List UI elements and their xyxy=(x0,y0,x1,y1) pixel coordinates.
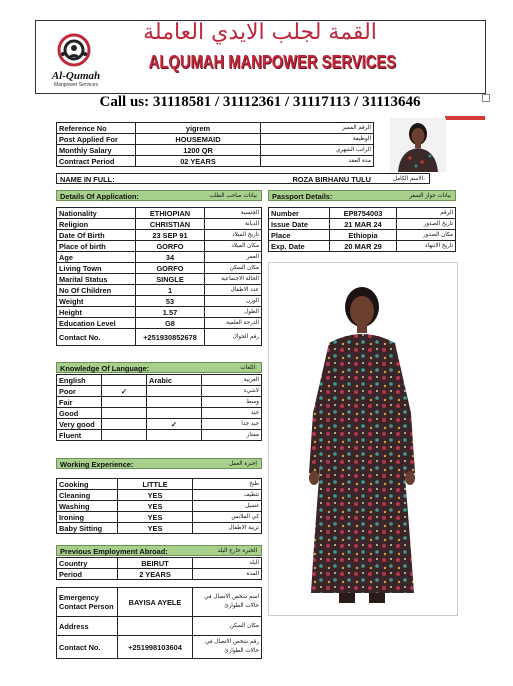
details-heading xyxy=(56,190,262,201)
cell-value: HOUSEMAID xyxy=(136,134,261,145)
details-heading-ar: بيانات صاحب الطلب xyxy=(209,193,257,199)
full-name-label: NAME IN FULL: xyxy=(60,175,115,184)
cell-label: Date Of Birth xyxy=(57,230,136,241)
cell-label: Nationality xyxy=(57,208,136,219)
cell-value: 2 YEARS xyxy=(118,569,193,580)
table-row xyxy=(57,408,262,419)
cell-label: Period xyxy=(57,569,118,580)
top-info-table xyxy=(56,122,374,167)
english-mark: ✓ xyxy=(102,386,147,397)
table-row xyxy=(57,296,262,307)
cell-label: Place of birth xyxy=(57,241,136,252)
cell-label-ar: الديانة xyxy=(205,219,262,230)
cell-value: 1200 QR xyxy=(136,145,261,156)
full-name-row xyxy=(56,173,430,184)
language-level: Very good xyxy=(57,419,102,430)
cell-label: Education Level xyxy=(57,318,136,329)
cell-label-ar: رقم الجوال xyxy=(205,329,262,346)
table-row xyxy=(57,219,262,230)
cell-value: YES xyxy=(118,523,193,534)
cell-label-ar: الطول xyxy=(205,307,262,318)
cell-label: Cooking xyxy=(57,479,118,490)
cell-label-ar: تاريخ الانتهاء xyxy=(397,241,456,252)
language-level-ar: جيد جدا xyxy=(202,419,262,430)
table-row xyxy=(57,419,262,430)
cell-label: Issue Date xyxy=(269,219,330,230)
table-row xyxy=(57,156,374,167)
cell-label: Post Applied For xyxy=(57,134,136,145)
table-row xyxy=(57,230,262,241)
cell-value: 20 MAR 29 xyxy=(330,241,397,252)
cell-value: +251930852678 xyxy=(136,329,205,346)
cell-value: YES xyxy=(118,512,193,523)
company-logo xyxy=(48,30,100,70)
table-row xyxy=(57,588,262,617)
cell-label-ar: مكان الصدور xyxy=(397,230,456,241)
cell-label-ar: الرقم المميز xyxy=(261,123,374,134)
language-level: Good xyxy=(57,408,102,419)
language-level-ar: ممتاز xyxy=(202,430,262,441)
cell-label: Contact No. xyxy=(57,329,136,346)
cell-label-ar: الجنسية xyxy=(205,208,262,219)
table-row xyxy=(57,430,262,441)
cell-label: No Of Children xyxy=(57,285,136,296)
cell-label-ar: تنظيف xyxy=(193,490,262,501)
address-value xyxy=(118,617,193,636)
cell-label-ar: مكان السكن xyxy=(205,263,262,274)
cell-label: Exp. Date xyxy=(269,241,330,252)
table-row xyxy=(57,252,262,263)
language-level: Fair xyxy=(57,397,102,408)
cell-label: Country xyxy=(57,558,118,569)
previous-heading-ar: الخبرة خارج البلد xyxy=(217,548,257,554)
table-row xyxy=(57,241,262,252)
cell-value: CHRISTIAN xyxy=(136,219,205,230)
emergency-contact-label-ar: اسم شخص الاتصال في حالات الطوارئ xyxy=(193,588,262,617)
language-heading xyxy=(56,362,262,373)
cell-label: Ironing xyxy=(57,512,118,523)
cell-value: 23 SEP 91 xyxy=(136,230,205,241)
col-arabic: Arabic xyxy=(147,375,202,386)
cell-value: 1.57 xyxy=(136,307,205,318)
table-row xyxy=(57,134,374,145)
table-row xyxy=(57,558,262,569)
cell-label-ar: مكان الميلاد xyxy=(205,241,262,252)
cell-label-ar: طبخ xyxy=(193,479,262,490)
full-name-value: ROZA BIRHANU TULU xyxy=(292,175,371,184)
english-mark xyxy=(102,419,147,430)
table-row xyxy=(57,569,262,580)
phone-label-ar: رقم شخص الاتصال في حالات الطوارئ xyxy=(193,636,262,659)
table-row xyxy=(57,145,374,156)
cell-label-ar: البلد xyxy=(193,558,262,569)
table-row xyxy=(57,208,262,219)
passport-table xyxy=(268,207,456,252)
full-name-label-ar: الاسم الكامل: xyxy=(392,176,425,182)
cell-label-ar: تربية الاطفال xyxy=(193,523,262,534)
table-row xyxy=(57,479,262,490)
passport-heading xyxy=(268,190,456,201)
table-row xyxy=(57,375,262,386)
english-mark xyxy=(102,430,147,441)
cell-label: Baby Sitting xyxy=(57,523,118,534)
cell-label-ar: المدة xyxy=(193,569,262,580)
table-row xyxy=(57,501,262,512)
arabic-mark: ✓ xyxy=(147,419,202,430)
phone-value: +251998103604 xyxy=(118,636,193,659)
english-mark xyxy=(102,397,147,408)
cell-label: Cleaning xyxy=(57,490,118,501)
table-row xyxy=(57,386,262,397)
cell-label: Reference No xyxy=(57,123,136,134)
table-row xyxy=(57,307,262,318)
table-row xyxy=(57,329,262,346)
experience-heading-ar: إخبرة العمل xyxy=(229,461,257,467)
table-row xyxy=(269,230,456,241)
cell-label-ar: مدة العقد xyxy=(261,156,374,167)
cell-label: Height xyxy=(57,307,136,318)
cell-value: 53 xyxy=(136,296,205,307)
company-title-arabic: القمة لجلب الايدي العاملة xyxy=(143,20,377,45)
language-heading-label: Knowledge Of Language: xyxy=(60,364,150,373)
cell-value: 21 MAR 24 xyxy=(330,219,397,230)
applicant-portrait xyxy=(390,118,446,172)
cell-label: Age xyxy=(57,252,136,263)
applicant-full-photo xyxy=(268,262,458,616)
language-level-ar: جيد xyxy=(202,408,262,419)
cell-value: ETHIOPIAN xyxy=(136,208,205,219)
arabic-mark xyxy=(147,386,202,397)
table-row xyxy=(57,318,262,329)
cell-label: Monthly Salary xyxy=(57,145,136,156)
company-title-english: ALQUMAH MANPOWER SERVICES xyxy=(148,52,397,72)
details-heading-label: Details Of Application: xyxy=(60,192,139,201)
language-table xyxy=(56,374,262,441)
table-row xyxy=(57,523,262,534)
cell-label-ar: الوظيفة xyxy=(261,134,374,145)
table-row xyxy=(57,617,262,636)
table-row xyxy=(57,636,262,659)
cell-label: Washing xyxy=(57,501,118,512)
emergency-table xyxy=(56,587,262,659)
language-level: Poor xyxy=(57,386,102,397)
experience-heading xyxy=(56,458,262,469)
passport-heading-ar: بيانات جواز السفر xyxy=(409,193,451,199)
address-label: Address xyxy=(57,617,118,636)
cell-value: Ethiopia xyxy=(330,230,397,241)
language-level-ar: وسط xyxy=(202,397,262,408)
col-english: English xyxy=(57,375,102,386)
previous-heading-label: Previous Employment Abroad: xyxy=(60,547,168,556)
cell-label: Weight xyxy=(57,296,136,307)
table-row xyxy=(57,263,262,274)
language-heading-ar: اللغات: xyxy=(240,365,257,371)
address-label-ar: مكان السكن xyxy=(193,617,262,636)
corner-mark xyxy=(482,94,490,102)
details-table xyxy=(56,207,262,346)
cell-value: yigrem xyxy=(136,123,261,134)
cell-label-ar: كي الملابس xyxy=(193,512,262,523)
cell-value: YES xyxy=(118,501,193,512)
table-row xyxy=(269,208,456,219)
cell-value: GORFO xyxy=(136,241,205,252)
call-numbers: Call us: 31118581 / 31112361 / 31117113 / 31113646 xyxy=(99,94,421,110)
english-mark xyxy=(102,408,147,419)
cell-label-ar: العمر xyxy=(205,252,262,263)
cell-value: LITTLE xyxy=(118,479,193,490)
experience-heading-label: Working Experience: xyxy=(60,460,134,469)
cell-label: Religion xyxy=(57,219,136,230)
previous-heading xyxy=(56,545,262,556)
logo-text: Al-Qumah xyxy=(51,70,101,82)
cell-label-ar: عدد الاطفال xyxy=(205,285,262,296)
phone-label: Contact No. xyxy=(57,636,118,659)
cell-value: GORFO xyxy=(136,263,205,274)
cell-label: Number xyxy=(269,208,330,219)
cell-label-ar: الوزن xyxy=(205,296,262,307)
experience-table xyxy=(56,478,262,534)
cell-label-ar: الراتب الشهري xyxy=(261,145,374,156)
cell-label-ar: الحالة الاجتماعية xyxy=(205,274,262,285)
cell-label-ar: تاريخ الصدور xyxy=(397,219,456,230)
cell-label: Contract Period xyxy=(57,156,136,167)
cell-value: YES xyxy=(118,490,193,501)
arabic-mark xyxy=(147,430,202,441)
cell-value: EP8754003 xyxy=(330,208,397,219)
table-row xyxy=(57,123,374,134)
table-row xyxy=(269,219,456,230)
cell-value: 1 xyxy=(136,285,205,296)
cell-value: SINGLE xyxy=(136,274,205,285)
red-accent-bar xyxy=(445,116,485,120)
language-level: Fluent xyxy=(57,430,102,441)
language-level-ar: لاشيء xyxy=(202,386,262,397)
table-row xyxy=(57,285,262,296)
cell-label: Place xyxy=(269,230,330,241)
cell-value: 34 xyxy=(136,252,205,263)
table-row xyxy=(57,512,262,523)
arabic-mark xyxy=(147,397,202,408)
table-row xyxy=(269,241,456,252)
table-row xyxy=(57,397,262,408)
cell-value: G8 xyxy=(136,318,205,329)
cell-label-ar: الدرجة العلمية xyxy=(205,318,262,329)
cell-label: Living Town xyxy=(57,263,136,274)
cell-label-ar: تاريخ الميلاد xyxy=(205,230,262,241)
passport-heading-label: Passport Details: xyxy=(272,192,333,201)
table-row xyxy=(57,274,262,285)
emergency-contact-value: BAYISA AYELE xyxy=(118,588,193,617)
emergency-contact-label: Emergency Contact Person xyxy=(57,588,118,617)
previous-table xyxy=(56,557,262,580)
col-blank xyxy=(102,375,147,386)
cell-value: BEIRUT xyxy=(118,558,193,569)
cell-label: Marital Status xyxy=(57,274,136,285)
cell-label-ar: الرقم xyxy=(397,208,456,219)
logo-subtitle: Manpower Services xyxy=(54,82,98,88)
table-row xyxy=(57,490,262,501)
cell-value: 02 YEARS xyxy=(136,156,261,167)
cell-label-ar: غسيل xyxy=(193,501,262,512)
col-ar: العربية xyxy=(202,375,262,386)
arabic-mark xyxy=(147,408,202,419)
